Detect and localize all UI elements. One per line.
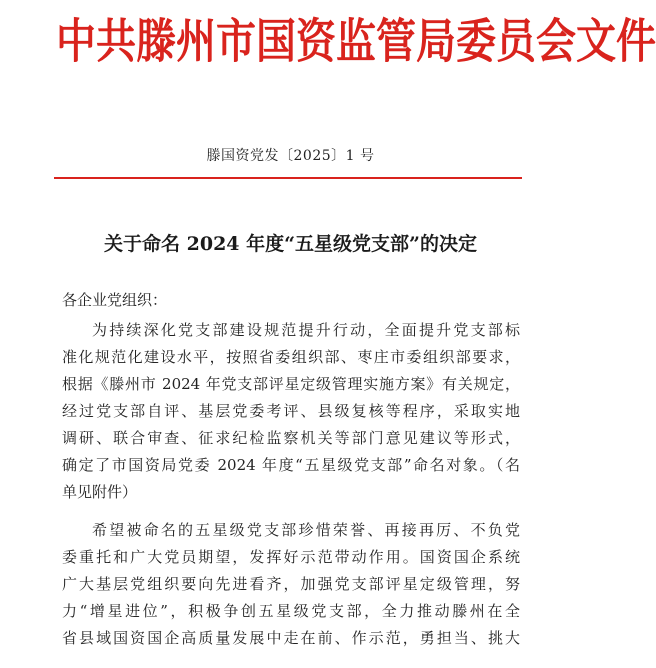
paragraph-line: 单见附件） xyxy=(62,483,138,501)
paragraph-line: 准化规范化建设水平，按照省委组织部、枣庄市委组织部要求， xyxy=(62,348,520,366)
paragraph-line: 广大基层党组织要向先进看齐，加强党支部评星定级管理，努 xyxy=(62,575,520,593)
paragraph-line: 为持续深化党支部建设规范提升行动，全面提升党支部标 xyxy=(92,321,520,339)
masthead-char: 局 xyxy=(416,14,456,70)
masthead-char: 监 xyxy=(336,14,376,70)
document-title: 关于命名 2024 年度“五星级党支部”的决定 xyxy=(104,233,477,255)
red-divider-line xyxy=(54,177,522,179)
masthead-char: 件 xyxy=(616,14,656,70)
masthead-char: 市 xyxy=(216,14,256,70)
masthead-char: 管 xyxy=(376,14,416,70)
paragraph-line: 希望被命名的五星级党支部珍惜荣誉、再接再厉、不负党 xyxy=(92,521,520,539)
masthead-char: 国 xyxy=(256,14,296,70)
masthead-char: 员 xyxy=(496,14,536,70)
masthead-char: 会 xyxy=(536,14,576,70)
document-number: 滕国资党发〔2025〕1 号 xyxy=(206,148,375,164)
paragraph-line: 经过党支部自评、基层党委考评、县级复核等程序，采取实地 xyxy=(62,402,520,420)
salutation: 各企业党组织： xyxy=(62,291,168,309)
masthead-char: 滕 xyxy=(136,14,176,70)
paragraph-line: 省县域国资国企高质量发展中走在前、作示范，勇担当、挑大 xyxy=(62,629,520,647)
masthead-char: 中 xyxy=(56,14,96,70)
paragraph-line: 调研、联合审查、征求纪检监察机关等部门意见建议等形式， xyxy=(62,429,520,447)
masthead-char: 文 xyxy=(576,14,616,70)
masthead-char: 委 xyxy=(456,14,496,70)
masthead-char: 州 xyxy=(176,14,216,70)
masthead-char: 共 xyxy=(96,14,136,70)
paragraph-line: 委重托和广大党员期望，发挥好示范带动作用。国资国企系统 xyxy=(62,548,520,566)
paragraph-line: 力“增星进位”，积极争创五星级党支部，全力推动滕州在全 xyxy=(62,602,520,620)
paragraph-line: 确定了市国资局党委 2024 年度“五星级党支部”命名对象。（名 xyxy=(62,456,520,474)
masthead-title xyxy=(56,9,656,75)
body-paragraph-2 xyxy=(62,517,520,652)
masthead-char: 资 xyxy=(296,14,336,70)
body-paragraph-1 xyxy=(62,317,520,506)
paragraph-line: 根据《滕州市 2024 年党支部评星定级管理实施方案》有关规定， xyxy=(62,375,520,393)
